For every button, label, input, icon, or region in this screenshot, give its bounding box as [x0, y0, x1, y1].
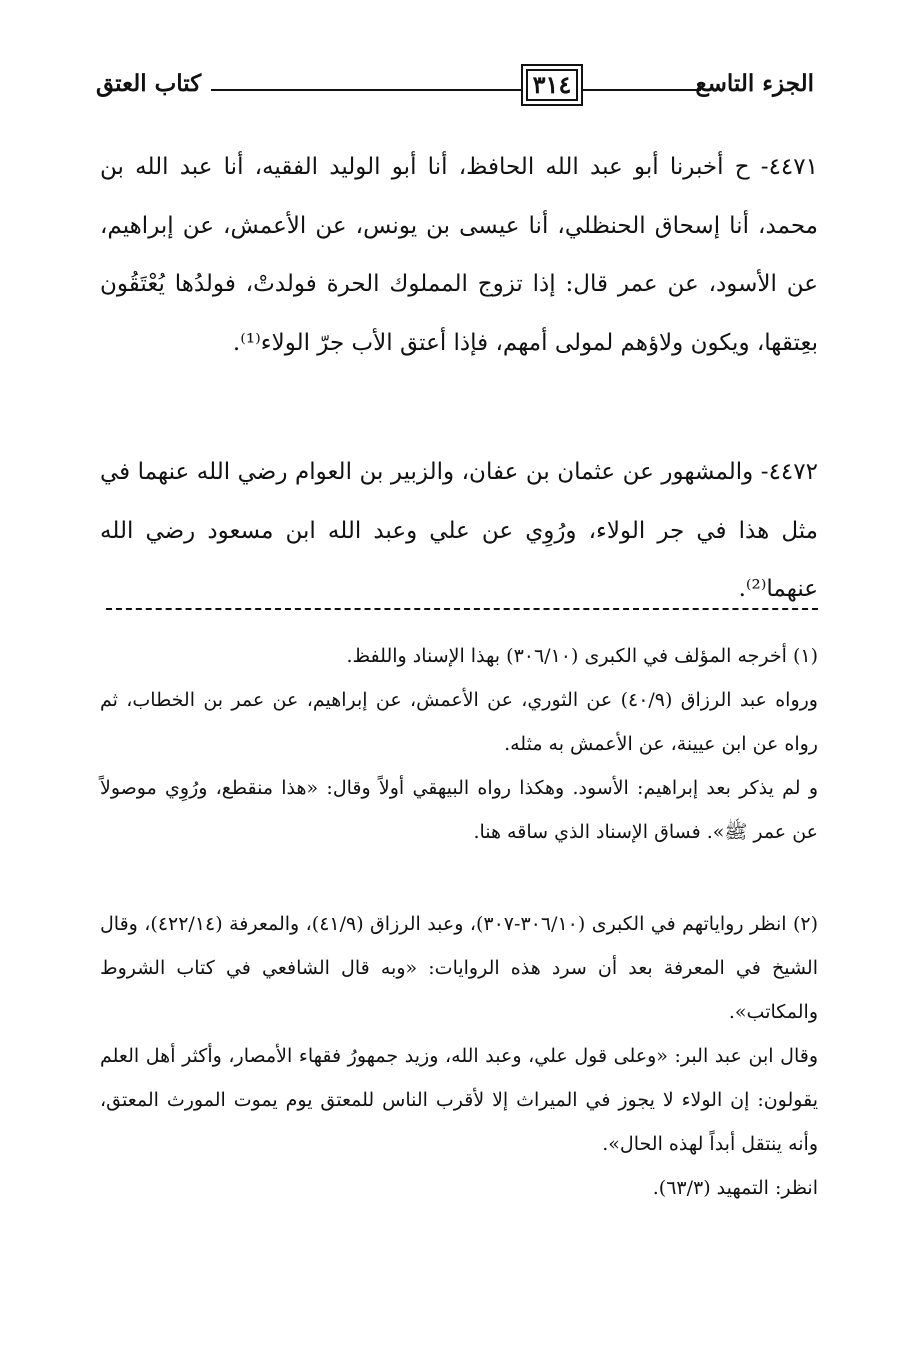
footnote-1-line-2: ورواه عبد الرزاق (٤٠/٩) عن الثوري، عن الأعمش، عن إبراهيم، عن عمر بن الخطاب، ثم رواه عن ابن عيينة، عن الأعمش به مثله. — [100, 689, 818, 755]
footnote-1 — [100, 634, 818, 854]
footnote-2 — [100, 902, 818, 1210]
page-number: ٣١٤ — [521, 64, 583, 106]
header-rule-right — [579, 89, 701, 91]
paragraph-4471: ٤٤٧١- ح أخبرنا أبو عبد الله الحافظ، أنا أبو الوليد الفقيه، أنا عبد الله بن محمد، أنا إسحاق الحنظلي، أنا عيسى بن يونس، عن الأعمش، عن إبراهيم، عن الأسود، عن عمر قال: إذا تزوج المملوك الحرة فولدتْ، فولدُها يُعْتَقُون بعِتقها، ويكون ولاؤهم لمولى أمهم، فإذا أعتق الأب جرّ الولاء⁽¹⁾. — [100, 154, 818, 356]
volume-title: الجزء التاسع — [695, 70, 814, 97]
book-title: كتاب العتق — [96, 70, 202, 97]
footnote-divider — [106, 608, 818, 610]
header-rule-left — [211, 89, 521, 91]
footnote-1-line-1: (١) أخرجه المؤلف في الكبرى (٣٠٦/١٠) بهذا الإسناد واللفظ. — [346, 645, 818, 667]
footnote-2-line-3: انظر: التمهيد (٦٣/٣). — [652, 1177, 818, 1199]
running-header — [96, 64, 814, 110]
footnote-2-line-1: (٢) انظر رواياتهم في الكبرى (٣٠٦/١٠-٣٠٧)، وعبد الرزاق (٤١/٩)، والمعرفة (٤٢٢/١٤)، وقال الشيخ في المعرفة بعد أن سرد هذه الروايات: «وبه قال الشافعي في كتاب الشروط والمكاتب». — [100, 913, 819, 1023]
footnote-1-line-3: و لم يذكر بعد إبراهيم: الأسود. وهكذا رواه البيهقي أولاً وقال: «هذا منقطع، ورُوِي موصولاً عن عمر ﷺ». فساق الإسناد الذي ساقه هنا. — [100, 777, 818, 843]
footnote-2-line-2: وقال ابن عبد البر: «وعلى قول علي، وعبد الله، وزيد جمهورُ فقهاء الأمصار، وأكثر أهل العلم يقولون: إن الولاء لا يجوز في الميراث إلا لأقرب الناس للمعتق يوم يموت المورث المعتق، وأنه ينتقل أبداً لهذه الحال». — [100, 1045, 818, 1155]
paragraph-4472: ٤٤٧٢- والمشهور عن عثمان بن عفان، والزبير بن العوام رضي الله عنهما في مثل هذا في جر الولاء، ورُوِي عن علي وعبد الله ابن مسعود رضي الله عنهما⁽²⁾. — [100, 459, 818, 602]
